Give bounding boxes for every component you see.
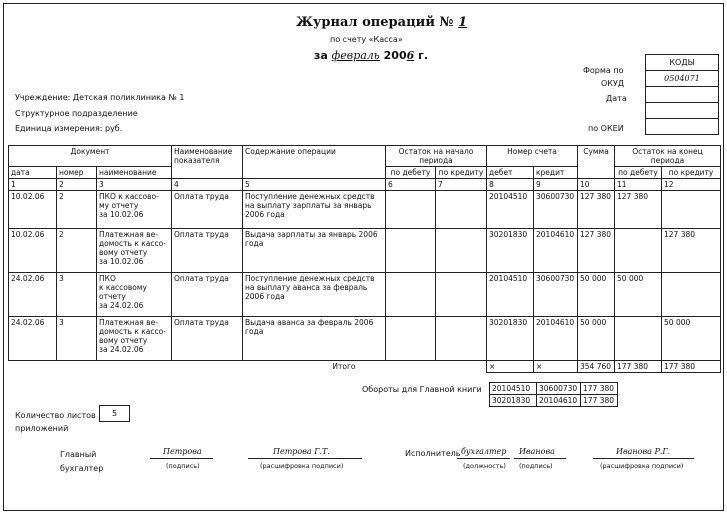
- codes-header: КОДЫ: [646, 55, 719, 71]
- operations-body: [9, 191, 721, 361]
- th-account-number: Номер счета: [487, 146, 578, 167]
- executor-decode: Иванова Р.Г.: [616, 447, 671, 456]
- row-number: 2: [57, 229, 97, 273]
- blank-code: [646, 103, 719, 119]
- row-sum: 50 000: [578, 273, 615, 317]
- row-credit: 20104610: [534, 229, 578, 273]
- row-document-name: Платежная ве- домость к кассо- вому отчету за 10.02.06: [97, 229, 172, 273]
- row-credit-start: [436, 273, 487, 317]
- row-date: 24.02.06: [9, 273, 57, 317]
- total-sum: 354 760: [578, 361, 615, 373]
- row-number: 3: [57, 317, 97, 361]
- title-text: Журнал операций №: [296, 15, 454, 30]
- th-indicator: Наименование показателя: [172, 146, 243, 179]
- row-document-name: Платежная ве- домость к кассо- вому отчету за 24.02.06: [97, 317, 172, 361]
- period-year-digit: 6: [406, 49, 415, 62]
- row-indicator: Оплата труда: [172, 273, 243, 317]
- th-document: Документ: [9, 146, 172, 167]
- row-credit: 30600730: [534, 191, 578, 229]
- row-number: 3: [57, 273, 97, 317]
- row-credit-end: 127 380: [662, 229, 721, 273]
- th-sum: Сумма: [578, 146, 615, 179]
- row-credit-end: [662, 273, 721, 317]
- col-number: 7: [436, 179, 487, 191]
- col-number: 4: [172, 179, 243, 191]
- row-credit: 20104610: [534, 317, 578, 361]
- row-credit-start: [436, 229, 487, 273]
- executor-position: бухгалтер: [461, 447, 507, 456]
- th-name: наименование: [97, 167, 172, 179]
- col-number: 1: [9, 179, 57, 191]
- col-number: 8: [487, 179, 534, 191]
- period-month: февраль: [331, 49, 380, 62]
- total-label: Итого: [332, 362, 356, 371]
- total-credit: ×: [534, 361, 578, 373]
- row-content: Выдача аванса за февраль 2006 года: [243, 317, 386, 361]
- row-credit-end: [662, 191, 721, 229]
- th-debit: дебет: [487, 167, 534, 179]
- account-line: по счету «Касса»: [330, 35, 403, 44]
- table-row: [9, 229, 721, 273]
- row-credit-end: 50 000: [662, 317, 721, 361]
- th-balance-end: Остаток на конец периода: [615, 146, 721, 167]
- row-content: Поступление денежных средств на выплату зарплаты за январь 2006 года: [243, 191, 386, 229]
- unit: Единица измерения: руб.: [15, 124, 123, 133]
- okud-value: 0504071: [646, 71, 719, 87]
- th-credit-end: по кредиту: [662, 167, 721, 179]
- th-balance-start: Остаток на начало периода: [386, 146, 487, 167]
- row-debit-start: [386, 229, 436, 273]
- chief-decode-line: [248, 458, 362, 459]
- row-document-name: ПКО к кассово- му отчету за 10.02.06: [97, 191, 172, 229]
- row-debit-start: [386, 273, 436, 317]
- row-debit-end: 50 000: [615, 273, 662, 317]
- document-title: [296, 16, 467, 31]
- row-debit: 30201830: [487, 229, 534, 273]
- turnover-row: 20104510 30600730 177 380: [490, 383, 618, 395]
- journal-number: 1: [458, 15, 468, 30]
- row-content: Выдача зарплаты за январь 2006 года: [243, 229, 386, 273]
- th-date: дата: [9, 167, 57, 179]
- th-number: номер: [57, 167, 97, 179]
- chief-label: Главный бухгалтер: [60, 450, 104, 473]
- total-row: [9, 361, 721, 373]
- turnovers-table: [489, 382, 618, 407]
- col-number: 3: [97, 179, 172, 191]
- row-credit-start: [436, 317, 487, 361]
- executor-decode-line: [593, 458, 694, 459]
- row-indicator: Оплата труда: [172, 229, 243, 273]
- col-number: 9: [534, 179, 578, 191]
- row-sum: 127 380: [578, 191, 615, 229]
- date-value: [646, 87, 719, 103]
- row-date: 10.02.06: [9, 191, 57, 229]
- chief-signature-line: [150, 458, 213, 459]
- row-credit-start: [436, 191, 487, 229]
- institution: Учреждение: Детская поликлиника № 1: [15, 93, 185, 102]
- row-debit-start: [386, 191, 436, 229]
- row-sum: 50 000: [578, 317, 615, 361]
- table-row: [9, 273, 721, 317]
- executor-signature: Иванова: [519, 447, 555, 456]
- period-line: за февраль 2006 г.: [314, 49, 429, 62]
- th-credit-start: по кредиту: [436, 167, 487, 179]
- row-date: 24.02.06: [9, 317, 57, 361]
- executor-decode-caption: (расшифровка подписи): [600, 462, 684, 470]
- row-debit-end: [615, 317, 662, 361]
- row-content: Поступление денежных средств на выплату аванса за февраль 2006 года: [243, 273, 386, 317]
- okud-label: ОКУД: [601, 79, 625, 88]
- th-credit: кредит: [534, 167, 578, 179]
- row-debit: 20104510: [487, 273, 534, 317]
- row-debit: 20104510: [487, 191, 534, 229]
- column-numbers-row: [9, 179, 721, 191]
- executor-signature-line: [514, 458, 566, 459]
- th-debit-end: по дебету: [615, 167, 662, 179]
- table-row: [9, 191, 721, 229]
- turnover-row: 30201830 20104610 177 380: [490, 395, 618, 407]
- row-number: 2: [57, 191, 97, 229]
- attachments-count: 5: [99, 405, 130, 422]
- col-number: 12: [662, 179, 721, 191]
- okei-label: по ОКЕИ: [588, 124, 624, 133]
- col-number: 10: [578, 179, 615, 191]
- form-label: Форма по: [583, 66, 624, 75]
- attachments-label: Количество листов приложений: [15, 411, 96, 433]
- total-credit-end: 177 380: [662, 361, 721, 373]
- turnovers-label: Обороты для Главной книги: [362, 385, 482, 394]
- operations-table: [8, 145, 721, 373]
- row-indicator: Оплата труда: [172, 317, 243, 361]
- subdivision: Структурное подразделение: [15, 109, 138, 118]
- codes-table: [645, 54, 719, 135]
- col-number: 5: [243, 179, 386, 191]
- row-debit-end: 127 380: [615, 191, 662, 229]
- total-debit: ×: [487, 361, 534, 373]
- row-sum: 127 380: [578, 229, 615, 273]
- th-content: Содержание операции: [243, 146, 386, 179]
- row-indicator: Оплата труда: [172, 191, 243, 229]
- executor-position-caption: (должность): [463, 462, 506, 470]
- row-debit: 30201830: [487, 317, 534, 361]
- executor-signature-caption: (подпись): [519, 462, 553, 470]
- col-number: 11: [615, 179, 662, 191]
- total-debit-end: 177 380: [615, 361, 662, 373]
- executor-position-line: [457, 458, 510, 459]
- col-number: 6: [386, 179, 436, 191]
- chief-signature: Петрова: [163, 447, 202, 456]
- row-credit: 30600730: [534, 273, 578, 317]
- okei-value: [646, 119, 719, 135]
- row-date: 10.02.06: [9, 229, 57, 273]
- header-row-1: [9, 146, 721, 167]
- chief-signature-caption: (подпись): [166, 462, 200, 470]
- row-debit-start: [386, 317, 436, 361]
- chief-decode-caption: (расшифровка подписи): [260, 462, 344, 470]
- row-document-name: ПКО к кассовому отчету за 24.02.06: [97, 273, 172, 317]
- executor-label: Исполнитель: [405, 449, 461, 458]
- row-debit-end: [615, 229, 662, 273]
- chief-decode: Петрова Г.Т.: [273, 447, 330, 456]
- th-debit-start: по дебету: [386, 167, 436, 179]
- col-number: 2: [57, 179, 97, 191]
- date-label: Дата: [606, 94, 627, 103]
- table-row: [9, 317, 721, 361]
